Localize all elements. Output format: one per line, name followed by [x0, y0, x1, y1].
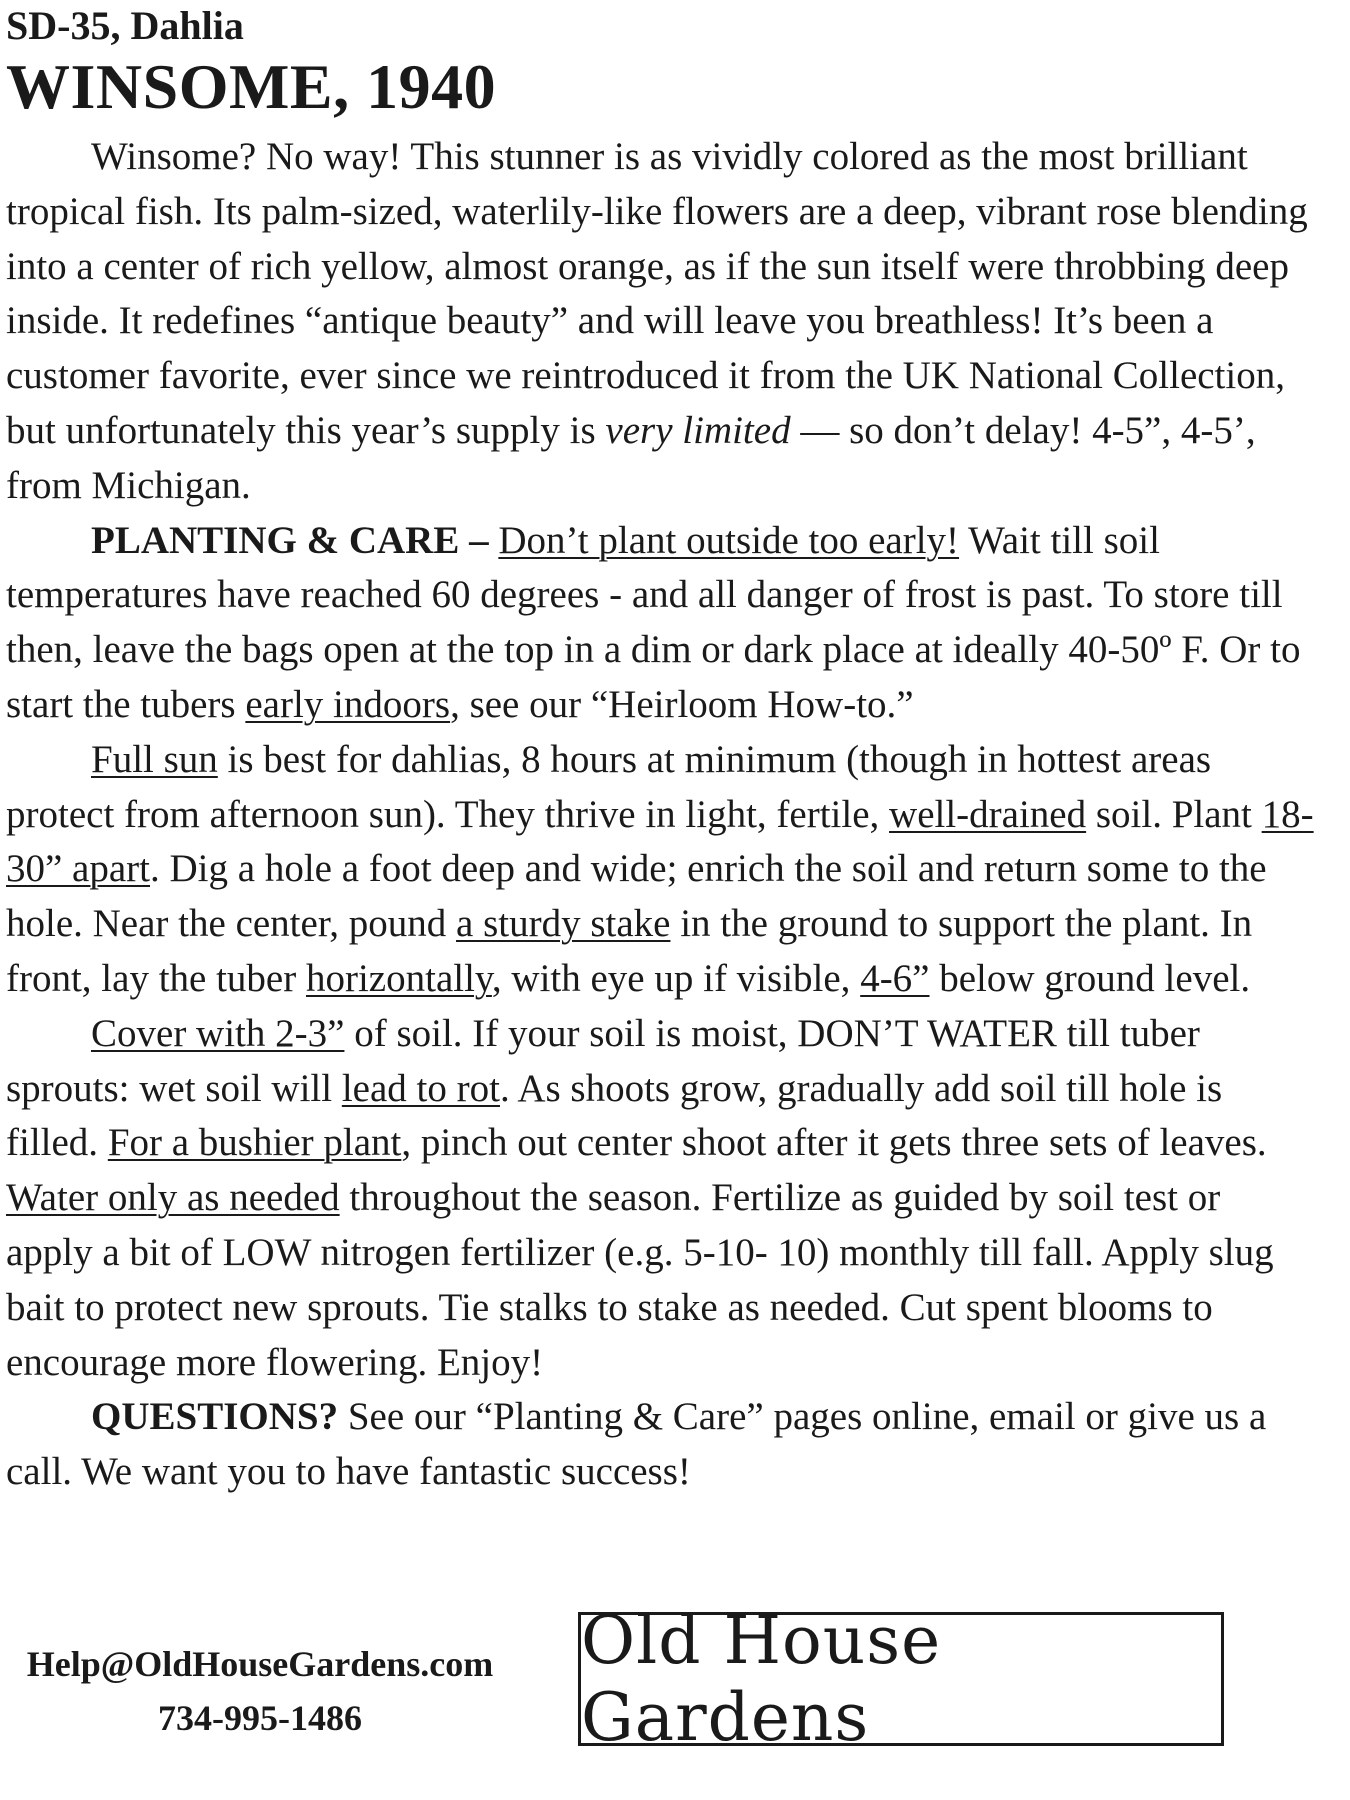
- sun-underlined: a sturdy stake: [456, 902, 671, 946]
- contact-email[interactable]: Help@OldHouseGardens.com: [26, 1644, 494, 1684]
- sun-text: . Dig a hole a foot deep and wide; enrich the soil and return some to the hole. Near the center, pound: [6, 847, 1267, 946]
- contact-block: [10, 1637, 510, 1745]
- cover-underlined: For a bushier plant: [107, 1121, 402, 1165]
- questions-text: See our “Planting & Care” pages online, email or give us a call. We want you to have fantastic success!: [6, 1395, 1267, 1494]
- sun-underlined: horizontally: [305, 956, 492, 1000]
- planting-text: Wait till soil temperatures have reached 60 degrees - and all danger of frost is past. To store till then, leave the bags open at the top in a dim or dark place at ideally 40-50º F. Or to start the tubers: [6, 518, 1301, 726]
- sun-underlined: Full sun: [91, 737, 218, 781]
- description-italic: very limited: [605, 408, 791, 452]
- product-title: WINSOME, 1940: [6, 51, 497, 122]
- cover-text: of soil. If your soil is moist, DON’T WATER till tuber sprouts: wet soil will: [6, 1011, 1200, 1110]
- questions-heading: QUESTIONS?: [91, 1395, 339, 1439]
- cover-text: . As shoots grow, gradually add soil till hole is filled.: [6, 1066, 1223, 1165]
- sun-underlined: 4-6”: [860, 956, 930, 1000]
- logo-text: Old House Gardens: [581, 1602, 942, 1756]
- cover-paragraph: [6, 1007, 1316, 1391]
- sun-text: , with eye up if visible,: [491, 956, 861, 1000]
- cover-underlined: Cover with 2-3”: [91, 1011, 345, 1055]
- cover-text: , pinch out center shoot after it gets three sets of leaves.: [401, 1121, 1267, 1165]
- planting-underlined: early indoors: [245, 682, 451, 726]
- description-paragraph: [6, 130, 1316, 514]
- questions-paragraph: [6, 1390, 1316, 1500]
- description-text-end: — so don’t delay! 4-5”, 4-5’, from Michigan.: [6, 408, 1256, 507]
- planting-paragraph: [6, 514, 1316, 733]
- sun-text: is best for dahlias, 8 hours at minimum (though in hottest areas protect from afternoon sun). They thrive in light, fertile,: [6, 737, 1212, 836]
- cover-underlined: lead to rot: [341, 1066, 500, 1110]
- cover-underlined: Water only as needed: [6, 1176, 340, 1220]
- sun-underlined: 18-30” apart: [6, 792, 1314, 891]
- brand-logo: [578, 1602, 1224, 1756]
- body-text: [6, 124, 1316, 1500]
- seed-packet-page: [6, 0, 1316, 1500]
- sun-text: below ground level.: [929, 956, 1251, 1000]
- contact-phone[interactable]: 734-995-1486: [158, 1698, 362, 1738]
- cover-text: throughout the season. Fertilize as guided by soil test or apply a bit of LOW nitrogen fertilizer (e.g. 5-10- 10) monthly till fall. Apply slug bait to protect new sprouts. Tie stalks to stake as needed. Cut spent blooms to encourage more flowering. Enjoy!: [6, 1176, 1274, 1384]
- sun-text: in the ground to support the plant. In front, lay the tuber: [6, 902, 1253, 1000]
- description-text: Winsome? No way! This stunner is as vividly colored as the most brilliant tropical fish. Its palm-sized, waterlily-like flowers are a deep, vibrant rose blending into a center of rich yellow, almost orange, as if the sun itself were throbbing deep inside. It redefines “antique beauty” and will leave you breathless! It’s been a customer favorite, ever since we reintroduced it from the UK National Collection, but unfortunately this year’s supply is: [6, 135, 1308, 452]
- planting-underlined: Don’t plant outside too early!: [498, 518, 960, 562]
- sun-underlined: well-drained: [889, 792, 1087, 836]
- planting-heading: PLANTING & CARE –: [91, 518, 489, 562]
- planting-text: , see our “Heirloom How-to.”: [450, 682, 914, 726]
- sun-paragraph: [6, 733, 1316, 1007]
- product-code: SD-35, Dahlia: [6, 3, 244, 48]
- sun-text: soil. Plant: [1086, 792, 1262, 836]
